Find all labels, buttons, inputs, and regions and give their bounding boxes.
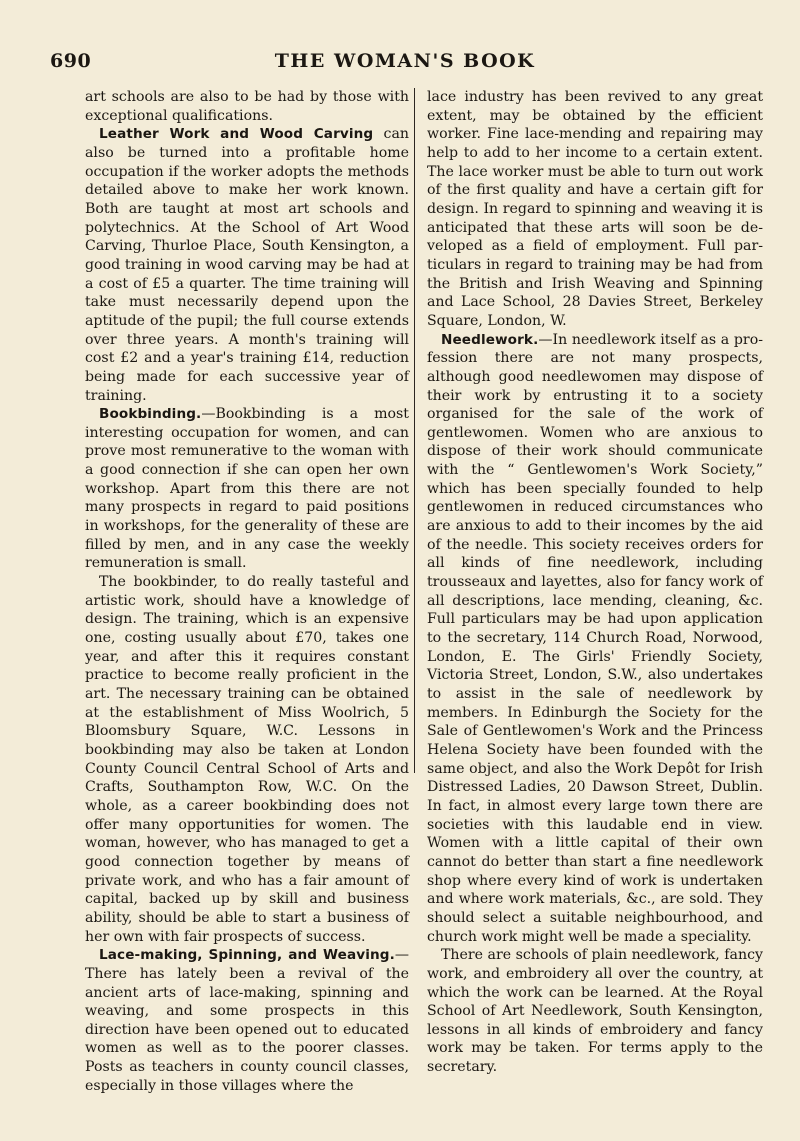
running-head: THE WOMAN'S BOOK — [274, 50, 536, 72]
paragraph-bookbinder: The bookbinder, to do really tasteful and artistic work, should have a knowledge of design. The training, which is an expensive one, costing usually about £70, takes one year, and after this it requires constant practice to become really proficient in the art. The necessary training can be obtained at the establishment of Miss Woolrich, 5 Bloomsbury Square, W.C. Lessons in bookbinding may also be taken at London County Council Central School of Arts and Crafts, Southampton Row, W.C. On the whole, as a career bookbinding does not offer many opportunities for women. The woman, however, who has managed to get a good connection together by means of private work, and who has a fair amount of capital, backed up by skill and business ability, should be able to start a business of her own with fair prospects of success. — [85, 574, 409, 945]
left-column — [85, 88, 409, 1095]
paragraph-text: can also be turned into a profitable home occupation if the worker adopts the methods detailed above to make her work known. Both are taught at most art schools and polytechnics. At the School of Art Wood Carving, Thurloe Place, South Kensington, a good training in wood carving may be had at a cost of £5 a quarter. The time training will take must necessarily depend upon the aptitude of the pupil; the full course extends over three years. A month's training will cost £2 and a year's training £14, reduction being made for each successive year of training. — [85, 126, 410, 404]
paragraph-lace-making — [85, 946, 409, 1095]
page-header — [50, 50, 760, 80]
paragraph-needlework — [427, 331, 763, 947]
column-divider — [414, 88, 415, 773]
paragraph-text: —There has lately been a revival of the ancient arts of lace-making, spinning and weaving, and some prospects in this direction have been opened out to educated women as well as to the poorer classes. Posts as teachers in county council classes, especially in those villages where the — [85, 947, 409, 1094]
paragraph-schools: There are schools of plain needlework, fancy work, and embroidery all over the country, at which the work can be learned. At the Royal School of Art Needlework, South Kensington, lessons in all kinds of embroidery and fancy work may be taken. For terms apply to the secretary. — [427, 947, 763, 1076]
section-heading-leather-wood: Leather Work and Wood Carving — [99, 126, 374, 143]
paragraph-text: —Bookbinding is a most interesting occupation for women, and can prove most remunerative to the woman with a good connection if she can open her own workshop. Apart from this there are not many prospects in regard to paid positions in workshops, for the generality of these are filled by men, and in any case the weekly remuneration is small. — [85, 406, 409, 572]
section-heading-lace-spinning-weaving: Lace-making, Spinning, and Weaving. — [99, 947, 395, 964]
paragraph-text: —In needlework itself as a profession there are not many prospects, although good needlewomen may dispose of their work by entrusting it to a society organised for the sale of the work of gentlewomen. Women who are anxious to dispose of their work should communicate with the “ Gentlewomen's Work Society,” which has been specially founded to help gentlewomen in reduced circumstances who are anxious to add to their incomes by the aid of the needle. This society receives orders for all kinds of fine needlework, including trousseaux and layettes, also for fancy work of all descriptions, lace mending, cleaning, &c. Full particulars may be had upon application to the secretary, 114 Church Road, Norwood, London, E. The Girls' Friendly Society, Victoria Street, London, S.W., also undertakes to assist in the sale of needlework by members. In Edinburgh the Society for the Sale of Gentlewomen's Work and the Princess Helena Society have been founded with the same object, and also the Work Depôt for Irish Distressed Ladies, 20 Dawson Street, Dublin. In fact, in almost every large town there are societies with this laudable end in view. Women with a little capital of their own cannot do better than start a fine needlework shop where every kind of work is undertaken and where work materials, &c., are sold. They should select a suitable neighbourhood, and church work might well be made a speciality. — [427, 331, 763, 945]
paragraph-continued: art schools are also to be had by those with exceptional qualifications. — [85, 89, 409, 124]
section-heading-bookbinding: Bookbinding. — [99, 406, 202, 423]
paragraph-bookbinding — [85, 405, 409, 573]
paragraph-continued: lace industry has been revived to any great extent, may be obtained by the efficient worker. Fine lace-mending and repairing may help to add to her income to a certain extent. The lace worker must be able to turn out work of the first quality and have a certain gift for design. In regard to spinning and weaving it is anticipated that these arts will soon be developed as a field of employment. Full particulars in regard to training may be had from the British and Irish Weaving and Spinning and Lace School, 28 Davies Street, Berkeley Square, London, W. — [427, 89, 763, 329]
page-number: 690 — [50, 50, 92, 72]
right-column — [427, 88, 763, 1077]
paragraph-leather-work — [85, 125, 409, 405]
section-heading-needlework: Needlework. — [441, 331, 539, 348]
